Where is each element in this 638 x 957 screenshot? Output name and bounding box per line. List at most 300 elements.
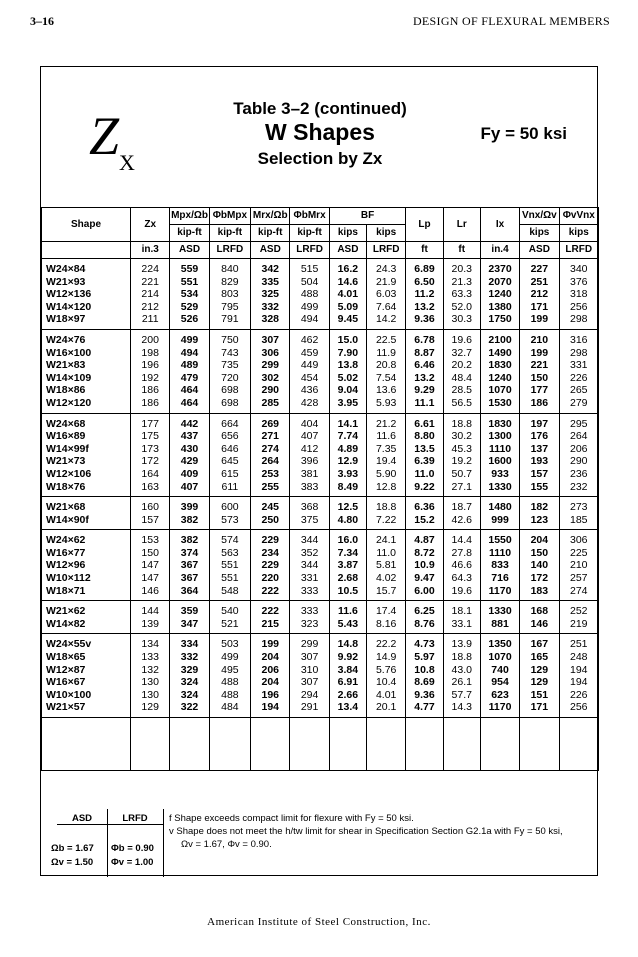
value-cell: 46.6 — [443, 559, 480, 572]
table-filler-row — [42, 718, 599, 771]
table-row — [42, 547, 599, 560]
value-cell: 5.90 — [367, 468, 406, 481]
value-cell: 160 — [131, 497, 170, 514]
empty-cell — [443, 718, 480, 771]
value-cell: 381 — [290, 468, 329, 481]
value-cell: 329 — [170, 664, 209, 677]
value-cell: 150 — [520, 547, 559, 560]
value-cell: 13.9 — [443, 634, 480, 651]
table-row — [42, 347, 599, 360]
value-cell: 155 — [520, 481, 559, 497]
value-cell: 367 — [170, 559, 209, 572]
value-cell: 14.4 — [443, 530, 480, 547]
header-mrx-lrfd: ΦbMrx — [290, 208, 329, 225]
value-cell: 245 — [251, 497, 290, 514]
value-cell: 132 — [131, 664, 170, 677]
running-head: DESIGN OF FLEXURAL MEMBERS — [412, 14, 610, 28]
value-cell: 1490 — [480, 347, 519, 360]
value-cell: 5.43 — [329, 618, 366, 634]
value-cell: 646 — [209, 443, 250, 456]
value-cell: 151 — [520, 689, 559, 702]
value-cell: 11.6 — [367, 430, 406, 443]
table-row — [42, 530, 599, 547]
value-cell: 22.5 — [367, 329, 406, 346]
value-cell: 177 — [131, 413, 170, 430]
value-cell: 7.74 — [329, 430, 366, 443]
value-cell: 563 — [209, 547, 250, 560]
value-cell: 199 — [251, 634, 290, 651]
method-asd-4: ASD — [520, 242, 559, 259]
value-cell: 12.5 — [329, 497, 366, 514]
footer-asd-label: ASD — [57, 813, 107, 825]
unit-kips-2: kips — [367, 225, 406, 242]
value-cell: 175 — [131, 430, 170, 443]
value-cell: 499 — [209, 651, 250, 664]
header-zx: Zx — [131, 208, 170, 242]
phi-v: Φv = 1.00 — [111, 857, 154, 868]
table-row — [42, 601, 599, 618]
value-cell: 551 — [209, 559, 250, 572]
shape-cell: W24×76 — [42, 329, 131, 346]
value-cell: 164 — [131, 468, 170, 481]
value-cell: 172 — [520, 572, 559, 585]
zx-symbol-x: X — [119, 150, 135, 175]
value-cell: 236 — [559, 468, 598, 481]
shape-cell: W16×77 — [42, 547, 131, 560]
table-row — [42, 651, 599, 664]
value-cell: 9.04 — [329, 384, 366, 397]
value-cell: 10.8 — [406, 664, 443, 677]
value-cell: 299 — [290, 634, 329, 651]
value-cell: 130 — [131, 676, 170, 689]
value-cell: 8.49 — [329, 481, 366, 497]
value-cell: 881 — [480, 618, 519, 634]
value-cell: 215 — [251, 618, 290, 634]
page-number: 3–16 — [30, 14, 54, 28]
value-cell: 210 — [520, 329, 559, 346]
value-cell: 199 — [520, 347, 559, 360]
value-cell: 306 — [559, 530, 598, 547]
method-asd-3: ASD — [329, 242, 366, 259]
value-cell: 840 — [209, 259, 250, 276]
method-in3: in.3 — [131, 242, 170, 259]
value-cell: 495 — [209, 664, 250, 677]
value-cell: 27.1 — [443, 481, 480, 497]
empty-cell — [170, 718, 209, 771]
shape-cell: W12×120 — [42, 397, 131, 413]
empty-cell — [131, 718, 170, 771]
value-cell: 335 — [251, 276, 290, 289]
value-cell: 4.87 — [406, 530, 443, 547]
table-row — [42, 559, 599, 572]
value-cell: 199 — [520, 313, 559, 329]
value-cell: 4.02 — [367, 572, 406, 585]
value-cell: 206 — [251, 664, 290, 677]
value-cell: 274 — [559, 585, 598, 601]
shape-cell: W16×100 — [42, 347, 131, 360]
value-cell: 479 — [170, 372, 209, 385]
value-cell: 196 — [131, 359, 170, 372]
shape-cell: W18×65 — [42, 651, 131, 664]
value-cell: 2.68 — [329, 572, 366, 585]
header-vnx-asd: Vnx/Ωv — [520, 208, 559, 225]
value-cell: 499 — [170, 329, 209, 346]
method-ft-1: ft — [406, 242, 443, 259]
value-cell: 291 — [290, 701, 329, 717]
value-cell: 133 — [131, 651, 170, 664]
value-cell: 13.4 — [329, 701, 366, 717]
value-cell: 13.2 — [406, 372, 443, 385]
value-cell: 150 — [131, 547, 170, 560]
value-cell: 6.78 — [406, 329, 443, 346]
value-cell: 548 — [209, 585, 250, 601]
value-cell: 221 — [131, 276, 170, 289]
value-cell: 227 — [520, 259, 559, 276]
value-cell: 382 — [170, 530, 209, 547]
value-cell: 197 — [520, 413, 559, 430]
value-cell: 8.87 — [406, 347, 443, 360]
value-cell: 11.0 — [367, 547, 406, 560]
value-cell: 10.4 — [367, 676, 406, 689]
zx-symbol-z: Z — [89, 106, 120, 166]
shape-cell: W21×57 — [42, 701, 131, 717]
value-cell: 14.6 — [329, 276, 366, 289]
value-cell: 374 — [170, 547, 209, 560]
value-cell: 198 — [131, 347, 170, 360]
value-cell: 9.29 — [406, 384, 443, 397]
value-cell: 1240 — [480, 372, 519, 385]
value-cell: 172 — [131, 455, 170, 468]
value-cell: 9.22 — [406, 481, 443, 497]
header-ix: Ix — [480, 208, 519, 242]
table-row — [42, 572, 599, 585]
empty-cell — [520, 718, 559, 771]
value-cell: 210 — [559, 559, 598, 572]
value-cell: 167 — [520, 634, 559, 651]
value-cell: 171 — [520, 301, 559, 314]
shape-cell: W14×90f — [42, 514, 131, 530]
value-cell: 307 — [290, 651, 329, 664]
method-lrfd-1: LRFD — [209, 242, 250, 259]
value-cell: 9.45 — [329, 313, 366, 329]
value-cell: 232 — [559, 481, 598, 497]
header-vnx-lrfd: ΦvVnx — [559, 208, 598, 225]
value-cell: 222 — [251, 601, 290, 618]
value-cell: 325 — [251, 288, 290, 301]
value-cell: 192 — [131, 372, 170, 385]
value-cell: 30.3 — [443, 313, 480, 329]
method-ft-2: ft — [443, 242, 480, 259]
value-cell: 45.3 — [443, 443, 480, 456]
value-cell: 140 — [520, 559, 559, 572]
value-cell: 615 — [209, 468, 250, 481]
value-cell: 340 — [559, 259, 598, 276]
value-cell: 56.5 — [443, 397, 480, 413]
value-cell: 428 — [290, 397, 329, 413]
empty-cell — [42, 718, 131, 771]
value-cell: 430 — [170, 443, 209, 456]
table-subtitle: Selection by Zx — [257, 149, 383, 168]
value-cell: 5.81 — [367, 559, 406, 572]
value-cell: 204 — [251, 651, 290, 664]
value-cell: 273 — [559, 497, 598, 514]
value-cell: 6.03 — [367, 288, 406, 301]
table-row — [42, 276, 599, 289]
value-cell: 123 — [520, 514, 559, 530]
value-cell: 559 — [170, 259, 209, 276]
value-cell: 17.4 — [367, 601, 406, 618]
value-cell: 157 — [131, 514, 170, 530]
value-cell: 18.1 — [443, 601, 480, 618]
method-asd-1: ASD — [170, 242, 209, 259]
value-cell: 791 — [209, 313, 250, 329]
value-cell: 4.77 — [406, 701, 443, 717]
value-cell: 185 — [559, 514, 598, 530]
value-cell: 13.6 — [367, 384, 406, 397]
value-cell: 182 — [520, 497, 559, 514]
method-in4: in.4 — [480, 242, 519, 259]
value-cell: 15.7 — [367, 585, 406, 601]
value-cell: 139 — [131, 618, 170, 634]
shape-cell: W14×99f — [42, 443, 131, 456]
value-cell: 14.1 — [329, 413, 366, 430]
value-cell: 698 — [209, 397, 250, 413]
value-cell: 12.9 — [329, 455, 366, 468]
value-cell: 171 — [520, 701, 559, 717]
value-cell: 367 — [170, 572, 209, 585]
table-row — [42, 455, 599, 468]
value-cell: 8.76 — [406, 618, 443, 634]
value-cell: 147 — [131, 559, 170, 572]
table-row — [42, 701, 599, 717]
value-cell: 144 — [131, 601, 170, 618]
value-cell: 375 — [290, 514, 329, 530]
value-cell: 298 — [559, 313, 598, 329]
value-cell: 429 — [170, 455, 209, 468]
shape-cell: W24×68 — [42, 413, 131, 430]
value-cell: 30.2 — [443, 430, 480, 443]
value-cell: 5.09 — [329, 301, 366, 314]
value-cell: 2070 — [480, 276, 519, 289]
value-cell: 6.89 — [406, 259, 443, 276]
shape-cell: W24×84 — [42, 259, 131, 276]
empty-cell — [367, 718, 406, 771]
value-cell: 9.36 — [406, 689, 443, 702]
value-cell: 226 — [559, 689, 598, 702]
value-cell: 256 — [559, 701, 598, 717]
value-cell: 129 — [131, 701, 170, 717]
unit-kips-4: kips — [559, 225, 598, 242]
value-cell: 219 — [559, 618, 598, 634]
value-cell: 186 — [520, 397, 559, 413]
value-cell: 328 — [251, 313, 290, 329]
shape-cell: W12×106 — [42, 468, 131, 481]
value-cell: 7.35 — [367, 443, 406, 456]
value-cell: 4.01 — [367, 689, 406, 702]
method-blank — [42, 242, 131, 259]
value-cell: 14.9 — [367, 651, 406, 664]
value-cell: 212 — [520, 288, 559, 301]
value-cell: 8.80 — [406, 430, 443, 443]
value-cell: 494 — [170, 347, 209, 360]
footnote-f: f Shape exceeds compact limit for flexure with Fy = 50 ksi. — [169, 813, 414, 824]
value-cell: 173 — [131, 443, 170, 456]
empty-cell — [559, 718, 598, 771]
value-cell: 9.36 — [406, 313, 443, 329]
value-cell: 407 — [290, 430, 329, 443]
table-row — [42, 443, 599, 456]
value-cell: 4.89 — [329, 443, 366, 456]
value-cell: 7.34 — [329, 547, 366, 560]
publisher-line: American Institute of Steel Construction, Inc. — [207, 916, 431, 928]
value-cell: 248 — [559, 651, 598, 664]
value-cell: 5.02 — [329, 372, 366, 385]
value-cell: 27.8 — [443, 547, 480, 560]
value-cell: 4.80 — [329, 514, 366, 530]
value-cell: 165 — [520, 651, 559, 664]
value-cell: 1600 — [480, 455, 519, 468]
value-cell: 194 — [251, 701, 290, 717]
empty-cell — [480, 718, 519, 771]
unit-kipft-1: kip-ft — [170, 225, 209, 242]
unit-kipft-3: kip-ft — [251, 225, 290, 242]
value-cell: 334 — [170, 634, 209, 651]
value-cell: 347 — [170, 618, 209, 634]
value-cell: 6.61 — [406, 413, 443, 430]
value-cell: 306 — [251, 347, 290, 360]
method-asd-2: ASD — [251, 242, 290, 259]
value-cell: 220 — [251, 572, 290, 585]
value-cell: 1330 — [480, 601, 519, 618]
value-cell: 14.3 — [443, 701, 480, 717]
value-cell: 449 — [290, 359, 329, 372]
value-cell: 52.0 — [443, 301, 480, 314]
value-cell: 383 — [290, 481, 329, 497]
value-cell: 13.5 — [406, 443, 443, 456]
value-cell: 3.87 — [329, 559, 366, 572]
value-cell: 488 — [209, 689, 250, 702]
value-cell: 489 — [170, 359, 209, 372]
value-cell: 16.0 — [329, 530, 366, 547]
table-row — [42, 259, 599, 276]
value-cell: 368 — [290, 497, 329, 514]
value-cell: 7.22 — [367, 514, 406, 530]
value-cell: 265 — [559, 384, 598, 397]
table-frame — [40, 66, 598, 876]
value-cell: 504 — [290, 276, 329, 289]
omega-v: Ωv = 1.50 — [51, 857, 94, 868]
table-footer — [41, 809, 599, 877]
value-cell: 19.6 — [443, 329, 480, 346]
shape-cell: W14×82 — [42, 618, 131, 634]
value-cell: 409 — [170, 468, 209, 481]
value-cell: 1550 — [480, 530, 519, 547]
value-cell: 8.69 — [406, 676, 443, 689]
value-cell: 503 — [209, 634, 250, 651]
value-cell: 1300 — [480, 430, 519, 443]
value-cell: 318 — [559, 288, 598, 301]
value-cell: 9.47 — [406, 572, 443, 585]
value-cell: 829 — [209, 276, 250, 289]
value-cell: 24.1 — [367, 530, 406, 547]
header-shape: Shape — [42, 208, 131, 242]
shape-cell: W21×83 — [42, 359, 131, 372]
table-row — [42, 372, 599, 385]
value-cell: 11.0 — [406, 468, 443, 481]
shape-cell: W16×89 — [42, 430, 131, 443]
value-cell: 18.8 — [443, 651, 480, 664]
value-cell: 462 — [290, 329, 329, 346]
table-row — [42, 288, 599, 301]
value-cell: 19.6 — [443, 585, 480, 601]
value-cell: 521 — [209, 618, 250, 634]
yield-stress: Fy = 50 ksi — [480, 124, 567, 143]
value-cell: 488 — [290, 288, 329, 301]
value-cell: 499 — [290, 301, 329, 314]
shape-cell: W12×136 — [42, 288, 131, 301]
value-cell: 271 — [251, 430, 290, 443]
shape-cell: W21×62 — [42, 601, 131, 618]
value-cell: 1170 — [480, 585, 519, 601]
value-cell: 2370 — [480, 259, 519, 276]
value-cell: 64.3 — [443, 572, 480, 585]
value-cell: 1830 — [480, 359, 519, 372]
method-lrfd-4: LRFD — [559, 242, 598, 259]
value-cell: 50.7 — [443, 468, 480, 481]
value-cell: 196 — [251, 689, 290, 702]
value-cell: 342 — [251, 259, 290, 276]
value-cell: 6.00 — [406, 585, 443, 601]
shape-cell: W21×73 — [42, 455, 131, 468]
value-cell: 255 — [251, 481, 290, 497]
value-cell: 11.1 — [406, 397, 443, 413]
value-cell: 11.9 — [367, 347, 406, 360]
value-cell: 494 — [290, 313, 329, 329]
value-cell: 6.36 — [406, 497, 443, 514]
shape-cell: W12×96 — [42, 559, 131, 572]
value-cell: 3.93 — [329, 468, 366, 481]
value-cell: 1480 — [480, 497, 519, 514]
table-row — [42, 468, 599, 481]
value-cell: 8.72 — [406, 547, 443, 560]
value-cell: 359 — [170, 601, 209, 618]
value-cell: 14.8 — [329, 634, 366, 651]
value-cell: 200 — [131, 329, 170, 346]
value-cell: 21.2 — [367, 413, 406, 430]
phi-b: Φb = 0.90 — [111, 843, 154, 854]
value-cell: 3.84 — [329, 664, 366, 677]
value-cell: 285 — [251, 397, 290, 413]
table-number: Table 3–2 (continued) — [233, 99, 407, 118]
value-cell: 331 — [559, 359, 598, 372]
value-cell: 8.16 — [367, 618, 406, 634]
table-row — [42, 585, 599, 601]
value-cell: 645 — [209, 455, 250, 468]
value-cell: 1110 — [480, 443, 519, 456]
unit-kips-1: kips — [329, 225, 366, 242]
value-cell: 833 — [480, 559, 519, 572]
table-row — [42, 413, 599, 430]
value-cell: 6.46 — [406, 359, 443, 372]
table-row — [42, 618, 599, 634]
value-cell: 28.5 — [443, 384, 480, 397]
shape-cell: W18×86 — [42, 384, 131, 397]
value-cell: 534 — [170, 288, 209, 301]
value-cell: 264 — [559, 430, 598, 443]
value-cell: 57.7 — [443, 689, 480, 702]
value-cell: 396 — [290, 455, 329, 468]
unit-kipft-4: kip-ft — [290, 225, 329, 242]
